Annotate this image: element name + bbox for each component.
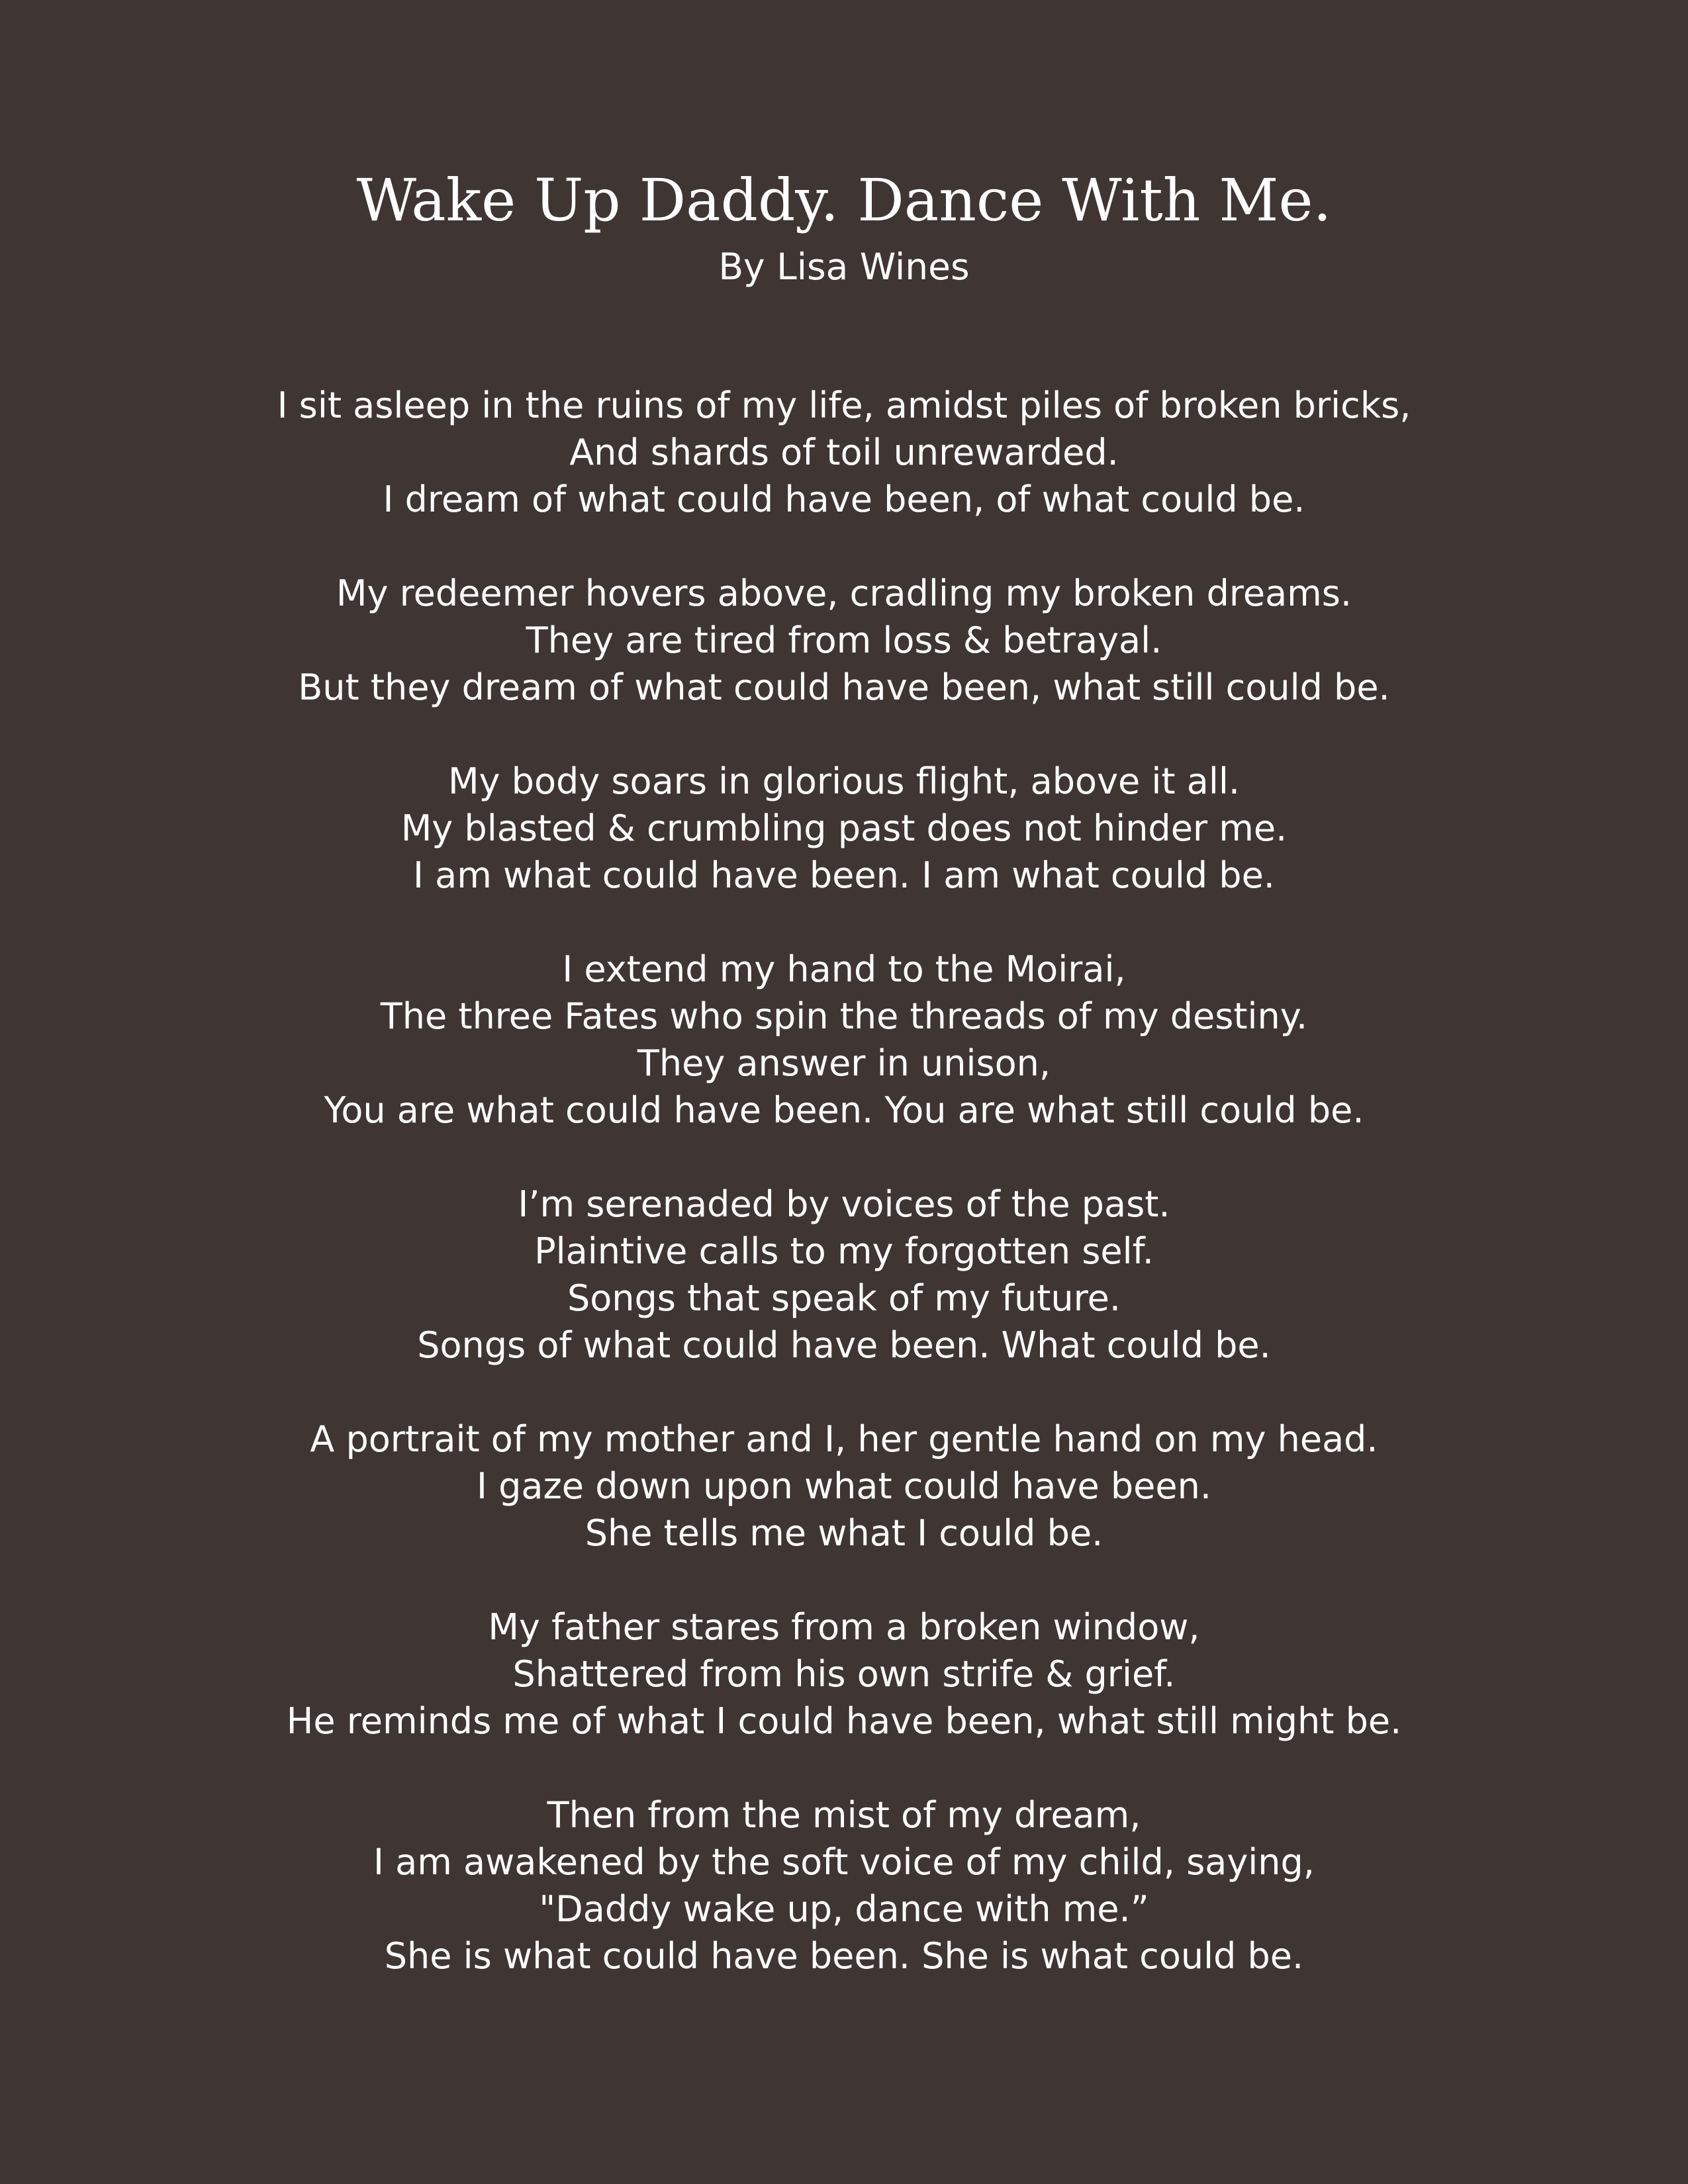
poem-line: He reminds me of what I could have been, what still might be. (286, 1700, 1402, 1742)
poem-line: But they dream of what could have been, what still could be. (298, 666, 1390, 708)
poem-line: And shards of toil unrewarded. (569, 432, 1119, 473)
poem-line: My blasted & crumbling past does not hinder me. (400, 807, 1288, 849)
poem-byline: By Lisa Wines (718, 246, 970, 288)
stanza-5 (0, 1181, 1688, 1369)
poem-line: I extend my hand to the Moirai, (562, 948, 1126, 990)
poem-line: Songs of what could have been. What could be. (417, 1324, 1271, 1366)
poem-line: You are what could have been. You are what still could be. (324, 1089, 1364, 1131)
poem-line: They are tired from loss & betrayal. (526, 619, 1162, 661)
stanza-7 (0, 1604, 1688, 1745)
stanza-3 (0, 758, 1688, 899)
poem-body (0, 382, 1688, 2026)
poem-title: Wake Up Daddy. Dance With Me. (356, 166, 1332, 234)
poem-line: Songs that speak of my future. (567, 1277, 1121, 1319)
stanza-1 (0, 382, 1688, 523)
stanza-2 (0, 570, 1688, 711)
poem-line: My redeemer hovers above, cradling my broken dreams. (336, 572, 1352, 614)
poem-line: Shattered from his own strife & grief. (512, 1653, 1176, 1695)
poem-line: I am awakened by the soft voice of my child, saying, (373, 1841, 1315, 1883)
stanza-4 (0, 946, 1688, 1134)
poem-line: I dream of what could have been, of what could be. (383, 478, 1305, 520)
poem-line: My father stares from a broken window, (488, 1606, 1200, 1648)
stanza-8 (0, 1792, 1688, 1979)
poem-line: I’m serenaded by voices of the past. (518, 1183, 1170, 1225)
poem-line: They answer in unison, (637, 1042, 1051, 1084)
poem-line: Then from the mist of my dream, (547, 1794, 1141, 1836)
stanza-6 (0, 1416, 1688, 1557)
poem-line: The three Fates who spin the threads of my destiny. (380, 995, 1308, 1037)
poem-line: I sit asleep in the ruins of my life, amidst piles of broken bricks, (277, 385, 1411, 426)
poem-line: She tells me what I could be. (585, 1512, 1103, 1554)
poem-line: She is what could have been. She is what could be. (384, 1935, 1304, 1977)
poem-line: "Daddy wake up, dance with me.” (539, 1888, 1149, 1930)
poem-line: Plaintive calls to my forgotten self. (534, 1230, 1154, 1272)
poem-line: My body soars in glorious flight, above it all. (447, 760, 1241, 802)
poem-line: A portrait of my mother and I, her gentle hand on my head. (310, 1418, 1378, 1460)
poem-line: I am what could have been. I am what could be. (413, 854, 1275, 896)
poem-line: I gaze down upon what could have been. (477, 1465, 1211, 1507)
